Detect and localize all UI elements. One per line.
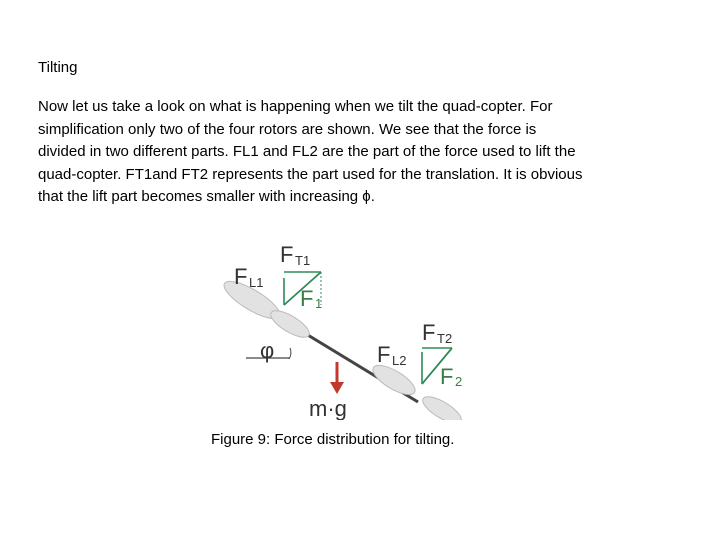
label-f2-sub: 2: [455, 374, 463, 389]
label-ft1-sub: T1: [295, 253, 311, 268]
paragraph-line: that the lift part becomes smaller with increasing ϕ.: [38, 188, 375, 205]
label-fl1: F: [234, 264, 248, 289]
label-f1: F: [300, 286, 314, 311]
angle-arc: [289, 348, 291, 359]
label-fl2: F: [377, 342, 391, 367]
label-ft2: F: [422, 320, 436, 345]
label-fl1-sub: L1: [249, 275, 264, 290]
force-diagram-svg: [218, 238, 478, 420]
paragraph-line: Now let us take a look on what is happening when we tilt the quad-copter. For: [38, 98, 553, 115]
paragraph-line: quad-copter. FT1and FT2 represents the part used for the translation. It is obvious: [38, 165, 583, 183]
label-f2: F: [440, 364, 454, 389]
right-rotor-blade: [419, 392, 465, 420]
left-rotor-blade: [267, 306, 313, 342]
paragraph-line: simplification only two of the four rotors are shown. We see that the force is: [38, 120, 537, 138]
force-diagram: [218, 238, 478, 420]
label-weight: m·g: [309, 396, 347, 420]
label-phi: φ: [260, 338, 275, 363]
weight-arrow-head: [330, 382, 344, 394]
label-f1-sub: 1: [315, 296, 323, 311]
label-ft2-sub: T2: [437, 331, 453, 346]
figure-caption: Figure 9: Force distribution for tilting.: [211, 431, 455, 448]
label-fl2-sub: L2: [392, 353, 407, 368]
paragraph-line: divided in two different parts. FL1 and FL2 are the part of the force used to lift the: [38, 143, 576, 160]
label-ft1: F: [280, 242, 294, 267]
section-heading: Tilting: [38, 59, 78, 76]
body-paragraph: [38, 96, 688, 209]
